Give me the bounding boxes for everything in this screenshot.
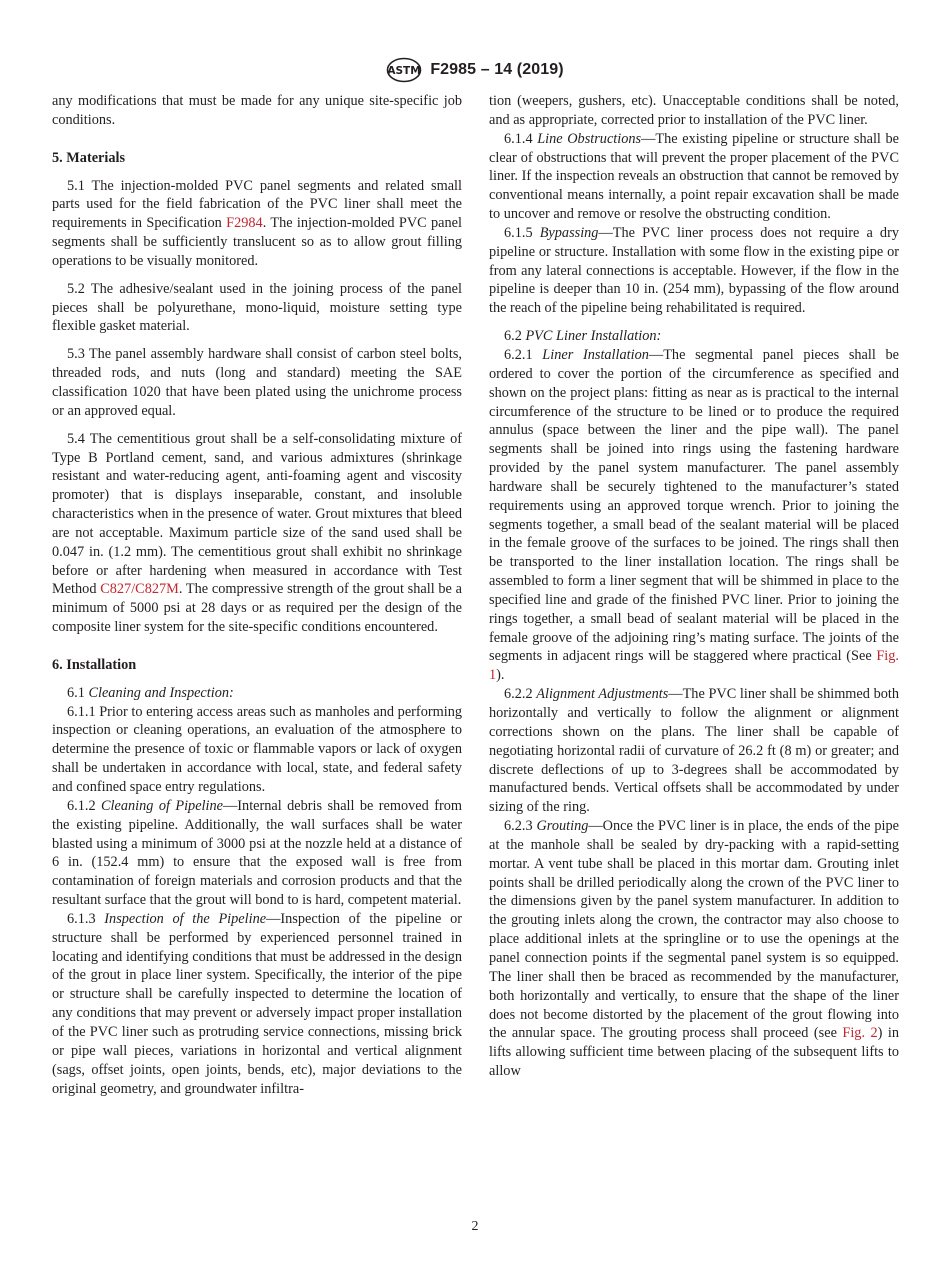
link-fig-1[interactable]: Fig. 1 (489, 648, 899, 684)
paragraph-6-2-2: 6.2.2 Alignment Adjustments—The PVC liner shall be shimmed both horizontally and vertically to follow the alignment or alignment corrections shown on the plans. The liner shall be capable of negotiating horizontal radii of curvature of 26.2 ft (8 m) or greater; and discrete deflections of up to 3-degrees shall be accommodated by manufactured bends. Vertical offsets shall be accommodated by under sizing of the ring. (489, 686, 899, 816)
paragraph-5-4: 5.4 The cementitious grout shall be a self-consolidating mixture of Type B Portland cement, sand, and various admixtures (shrinkage resistant and water-reducing agent, anti-foaming agent and viscosity promoter) that is displays inseparable, constant, and insoluble characteristics when in the presence of water. Grout mixtures that bleed are not acceptable. Maximum particle size of the sand used shall be 0.047 in. (1.2 mm). The cementitious grout shall exhibit no shrinkage before or after hardening when measured in accordance with Test Method C827/C827M. The compressive strength of the grout shall be a minimum of 5000 psi at 28 days or as required per the design of the composite liner system for the site-specific conditions encountered. (52, 430, 462, 636)
right-column (489, 92, 899, 1081)
paragraph-6-1-3: 6.1.3 Inspection of the Pipeline—Inspection of the pipeline or structure shall be performed by experienced personnel trained in locating and identifying conditions that must be addressed in the design of the grout in place liner system. Specifically, the interior of the pipe or structure shall be carefully inspected to determine the location of any conditions that may prevent or adversely impact proper installation of the PVC liner such as protruding service connections, missing brick or pipe wall pieces, variations in horizontal and vertical alignment (sags, offset joints, open joints, bends, etc), major deviations to the original geometry, and groundwater infiltra- (52, 910, 462, 1097)
link-c827[interactable]: C827/C827M (100, 581, 179, 598)
paragraph-5-2: 5.2 The adhesive/sealant used in the joining process of the panel pieces shall be polyurethane, mono-liquid, moisture setting type flexible gasket material. (52, 280, 462, 335)
astm-logo-icon (386, 57, 422, 83)
paragraph-6-2-1: 6.2.1 Liner Installation—The segmental panel pieces shall be ordered to cover the portion of the circumference as specified and shown on the project plans: fitting as near as is practical to the internal circumference of the structure to be lined or to produce the required annulus (space between the liner and the pipe wall). The panel segments shall be joined into rings using the fastening hardware provided by the panel system manufacturer. The panel assembly hardware shall be securely tightened to the manufacturer’s stated requirements using an approved torque wrench. Prior to joining the segments together, a small bead of the sealant material will be placed in the female groove of the surfaces to be joined. The rings shall then be transported to the liner installation location. The rings shall be assembled to form a liner segment that will be shimmed in place to the specified line and grade of the finished PVC liner. Prior to joining the rings together, a small bead of sealant material will be placed in the female groove of the adjoining ring’s mating surface. The joints of the segments in adjacent rings will be staggered where practical (See Fig. 1). (489, 346, 900, 684)
paragraph-6-1-4: 6.1.4 Line Obstructions—The existing pipeline or structure shall be clear of obstructions that will prevent the proper placement of the PVC liner. If the inspection reveals an obstruction that cannot be removed by conventional means internally, a point repair excavation shall be made to uncover and remove or resolve the obstructing condition. (489, 130, 900, 223)
section-heading-materials: 5. Materials (52, 149, 126, 166)
paragraph-5-3: 5.3 The panel assembly hardware shall consist of carbon steel bolts, threaded rods, and nuts (long and standard) meeting the SAE classification 1020 that have been plated using the unichrome process or an approved equal. (52, 346, 462, 419)
paragraph-6-1: 6.1 Cleaning and Inspection: (67, 684, 234, 701)
paragraph-6-1-1: 6.1.1 Prior to entering access areas such as manholes and performing inspection or cleaning operations, an evaluation of the atmosphere to determine the presence of toxic or flammable vapors or lack of oxygen shall be undertaken in accordance with local, state, and federal safety and confined space entry regulations. (52, 703, 462, 795)
paragraph-6-1-2: 6.1.2 Cleaning of Pipeline—Internal debris shall be removed from the existing pipeline. Additionally, the wall surfaces shall be water blasted using a minimum of 3000 psi at the nozzle held at a distance of 6 in. (152.4 mm) to ensure that the exposed wall is free from contamination of foreign materials and corrosion products and that the resultant surface that the grout will bond to is hard, competent material. (52, 797, 462, 909)
page-number: 2 (471, 1219, 479, 1234)
page-header (0, 56, 950, 84)
section-heading-installation: 6. Installation (52, 656, 137, 673)
paragraph-continued: tion (weepers, gushers, etc). Unacceptable conditions shall be noted, and as appropriate, corrected prior to installation of the PVC liner. (489, 93, 899, 128)
link-f2984[interactable]: F2984 (226, 215, 263, 232)
paragraph-6-1-5: 6.1.5 Bypassing—The PVC liner process does not require a dry pipeline or structure. Installation with some flow in the existing pipe or from any lateral connections is acceptable. However, if the flow in the pipeline is deeper than 10 in. (254 mm), bypassing of the flow around the reach of the pipeline being rehabilitated is required. (489, 224, 899, 317)
paragraph-6-2: 6.2 PVC Liner Installation: (504, 328, 662, 345)
link-fig-2[interactable]: Fig. 2 (842, 1025, 878, 1042)
left-column (52, 92, 462, 1098)
paragraph-5-1: 5.1 The injection-molded PVC panel segments and related small parts used for the field fabrication of the PVC liner shall meet the requirements in Specification F2984. The injection-molded PVC panel segments shall be sufficiently translucent so as to allow grout filling operations to be visually monitored. (52, 177, 462, 269)
paragraph-6-2-3: 6.2.3 Grouting—Once the PVC liner is in place, the ends of the pipe at the manhole shall be sealed by dry-packing with a rapid-setting mortar. A vent tube shall be placed in this mortar dam. Grouting inlet points shall be drilled periodically along the crown of the PVC liner to the dimensions given by the panel system manufacturer. In addition to the grouting inlets along the crown, the contractor may also choose to place additional inlets at the springline or to use the openings at the panel connection points if the segmental panel system is so equipped. The liner shall then be braced as recommended by the manufacturer, both horizontally and vertically, to ensure that the shape of the liner does not become distorted by the placement of the grout flowing into the annular space. The grouting process shall proceed (see Fig. 2) in lifts allowing sufficient time between placing of the subsequent lifts to allow (489, 818, 899, 1080)
paragraph-continued: any modifications that must be made for any unique site-specific job conditions. (52, 93, 462, 128)
standard-designation: F2985 – 14 (2019) (430, 61, 564, 78)
logo-text: ASTM (387, 65, 421, 77)
